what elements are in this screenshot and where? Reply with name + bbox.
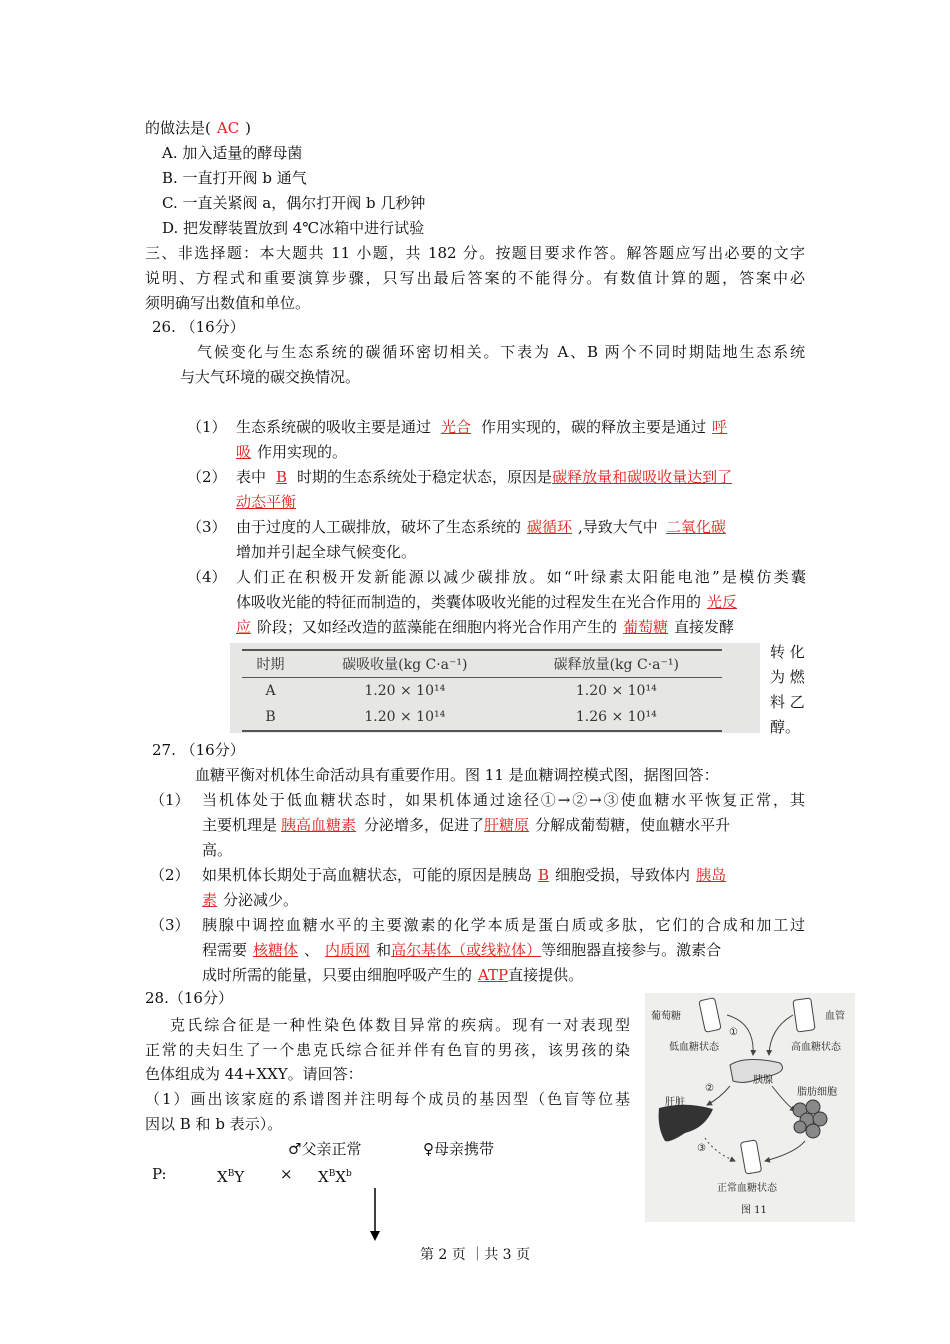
answer-blank: ATP <box>478 966 509 984</box>
answer-blank: 素 <box>202 891 218 909</box>
answer-blank: 肝糖原 <box>484 816 530 834</box>
q25-option: D. 把发酵装置放到 4℃冰箱中进行试验 <box>162 219 425 237</box>
q25-option: B. 一直打开阀 b 通气 <box>162 169 307 187</box>
document-page: 的做法是( AC ) A. 加入适量的酵母菌 B. 一直打开阀 b 通气 C. 一直关紧阀 a，偶尔打开阀 b 几秒钟 D. 把发酵装置放到 4℃冰箱中进行试验 三、非选择题：本大题共 11 小题，共 182 分。按题目要求作答。解答题应写出必要的文字 说明、方程式和重要演算步骤，只写出最后答案的不能得分。有数值计算的题，答案中必 须明确写出数值和单位。 26. （16分） 气候变化与生态系统的碳循环密切相关。下表为 A、B 两个不同时期陆地生态系统 与大气环境的碳交换情况。 （1） 生态系统碳的吸收主要是通过 光合 作用实现的，碳的释放主要是通过 呼 吸 作用实现的。 （2） 表中 B 时期的生态系统处于稳定状态，原因是碳释放量和碳吸收量达到了 动态平衡 （3） 由于过度的人工碳排放，破坏了生态系统的 碳循环 ,导致大气中 二氧化碳 增加并引起全球气候变化。 （4） 人们正在积极开发新能源以减少碳排放。如“叶绿素太阳能电池”是模仿类囊 体吸收光能的特征而制造的，类囊体吸收光能的过程发生在光合作用的 光反 应 阶段；又如经改造的蓝藻能在细胞内将光合作用产生的 葡萄糖 直接发酵 转 化 为 燃 料 乙 醇。 时期 碳吸收量(kg C·a⁻¹) 碳释放量(kg C·a⁻¹) A 1.20 × 10¹⁴ 1.20 × 10¹⁴ B 1.20 × 10¹⁴ 1.26 × 10¹⁴ 27. （16分） 血糖平衡对机体生命活动具有重要作用。图 11 是血糖调控模式图，据图回答： （1） 当机体处于低血糖状态时，如果机体通过途径①→②→③使血糖水平恢复正常，其 主要机理是 胰高血糖素 分泌增多，促进了肝糖原 分解成葡萄糖，使血糖水平升 高。 （2） 如果机体长期处于高血糖状态，可能的原因是胰岛 B 细胞受损，导致体内 胰岛 素 分泌减少。 （3） 胰腺中调控血糖水平的主要激素的化学本质是蛋白质或多肽，它们的合成和加工过 程需要 核糖体 、 内质网 和高尔基体（或线粒体）等细胞器直接参与。激素合 成时所需的能量，只要由细胞呼吸产生的 ATP直接提供。 28.（16分） 克氏综合征是一种性染色体数目异常的疾病。现有一对表现型 正常的夫妇生了一个患克氏综合征并伴有色盲的男孩，该男孩的染 色体组成为 44+XXY。请回答： （1）画出该家庭的系谱图并注明每个成员的基因型（色盲等位基 因以 B 和 b 表示）。 ♂父亲正常 ♀母亲携带 P: $X^BY$ × $X^BX^b$ 葡萄糖 血管 ① 低血糖状态 高血糖状态 胰腺 ② 肝脏 脂肪细胞 ③ 正常血糖状态 图 11 第 2 页 ｜共 3 页 <box>0 0 950 1344</box>
q26-p2-label: （2） <box>187 468 227 486</box>
q26-p3-label: （3） <box>187 518 227 536</box>
q26-p4-label: （4） <box>187 568 227 586</box>
blood-sugar-figure: 葡萄糖 血管 ① 低血糖状态 高血糖状态 胰腺 ② 肝脏 脂肪细胞 ③ 正常血糖状态 图 11 <box>645 993 855 1222</box>
table-row: B 1.20 × 10¹⁴ 1.26 × 10¹⁴ <box>242 704 722 731</box>
carbon-exchange-table <box>230 643 760 733</box>
q26-intro: 与大气环境的碳交换情况。 <box>180 368 361 386</box>
answer-blank: B <box>276 468 288 486</box>
answer-blank: 葡萄糖 <box>623 618 669 636</box>
answer-blank: 二氧化碳 <box>665 518 726 536</box>
q26-p2: 表中 B 时期的生态系统处于稳定状态，原因是碳释放量和碳吸收量达到了 <box>236 468 733 486</box>
q26-p3: 由于过度的人工碳排放，破坏了生态系统的 碳循环 ,导致大气中 二氧化碳 <box>236 518 726 536</box>
q26-p1: 生态系统碳的吸收主要是通过 光合 作用实现的，碳的释放主要是通过 呼 <box>236 418 728 436</box>
answer-blank: 内质网 <box>325 941 371 959</box>
q27-intro: 血糖平衡对机体生命活动具有重要作用。图 11 是血糖调控模式图，据图回答： <box>195 766 719 784</box>
answer-blank: 应 <box>236 618 252 636</box>
q26-intro: 气候变化与生态系统的碳循环密切相关。下表为 A、B 两个不同时期陆地生态系统 <box>197 343 805 361</box>
answer-blank: 胰高血糖素 <box>281 816 357 834</box>
page-footer: 第 2 页 ｜共 3 页 <box>419 1247 531 1263</box>
father-label: ♂父亲正常 <box>288 1140 362 1158</box>
q25-answer: AC <box>216 119 240 137</box>
mother-genotype: $X^BX^b$ <box>318 1168 352 1186</box>
answer-blank: 碳释放量和碳吸收量达到了 <box>552 468 733 486</box>
q27-number: 27. （16分） <box>152 741 245 759</box>
answer-blank: 吸 <box>236 443 252 461</box>
table-row: A 1.20 × 10¹⁴ 1.20 × 10¹⁴ <box>265 683 657 699</box>
answer-blank: 呼 <box>712 418 728 436</box>
answer-blank: 碳循环 <box>527 518 573 536</box>
q26-p1-label: （1） <box>187 418 227 436</box>
q25-option: C. 一直关紧阀 a，偶尔打开阀 b 几秒钟 <box>162 194 426 212</box>
answer-blank: 胰岛 <box>696 866 727 884</box>
table-header: 碳释放量(kg C·a⁻¹) <box>511 650 722 678</box>
answer-blank: 光反 <box>707 593 738 611</box>
q26-number: 26. （16分） <box>152 318 245 336</box>
q28-number: 28.（16分） <box>145 989 233 1007</box>
answer-blank: 高尔基体（或线粒体） <box>391 941 542 959</box>
section-heading: 三、非选择题：本大题共 11 小题，共 182 分。按题目要求作答。解答题应写出必要的文字 <box>145 244 805 262</box>
q25-stem: 的做法是( AC ) <box>145 119 252 137</box>
table-header: 碳吸收量(kg C·a⁻¹) <box>299 650 510 678</box>
down-arrow-icon <box>368 1188 382 1242</box>
mother-label: ♀母亲携带 <box>423 1140 494 1158</box>
father-genotype: $X^BY$ <box>217 1168 245 1186</box>
answer-blank: B <box>538 866 550 884</box>
table-header: 时期 <box>242 650 299 678</box>
answer-blank: 动态平衡 <box>236 493 297 511</box>
section-text: 须明确写出数值和单位。 <box>145 294 311 312</box>
section-text: 说明、方程式和重要演算步骤，只写出最后答案的不能得分。有数值计算的题，答案中必 <box>145 269 805 287</box>
answer-blank: 核糖体 <box>253 941 299 959</box>
q25-option: A. 加入适量的酵母菌 <box>162 144 303 162</box>
answer-blank: 光合 <box>441 418 472 436</box>
